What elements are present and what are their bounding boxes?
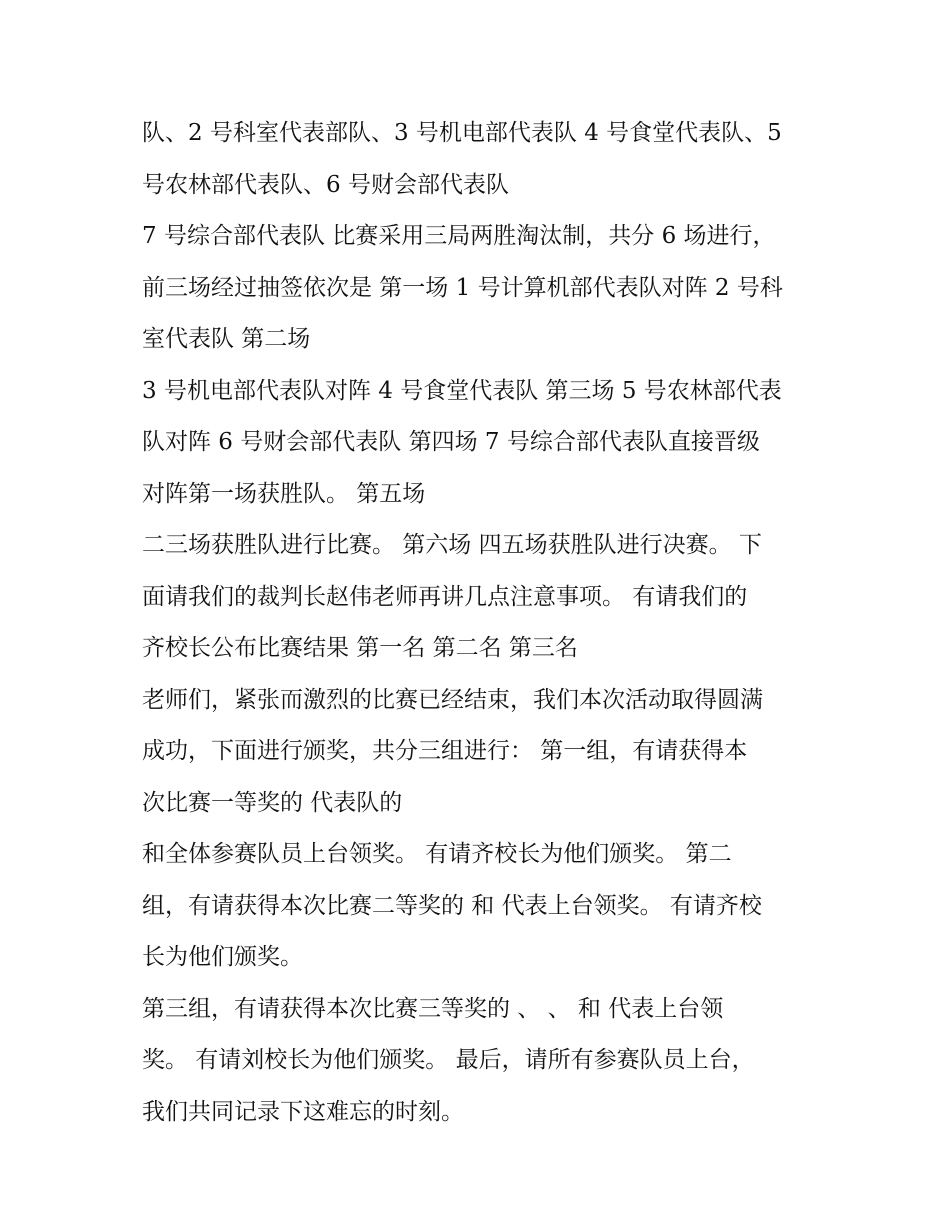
text-line: 面请我们的裁判长赵伟老师再讲几点注意事项。 有请我们的 [142,583,748,610]
text-line: 齐校长公布比赛结果 第一名 第二名 第三名 [142,635,578,661]
text-line: 前三场经过抽签依次是 第一场 1 号计算机部代表队对阵 2 号科 [142,274,783,301]
text-line: 二三场获胜队进行比赛。 第六场 四五场获胜队进行决赛。 下 [142,532,762,558]
text-line: 成功，下面进行颁奖，共分三组进行： 第一组，有请获得本 [142,738,748,764]
text-line: 长为他们颁奖。 [142,944,303,970]
text-line: 号农林部代表队、6 号财会部代表队 [142,171,509,198]
body-text [142,108,822,1138]
text-line: 队对阵 6 号财会部代表队 第四场 7 号综合部代表队直接晋级 [142,429,760,455]
text-line: 奖。 有请刘校长为他们颁奖。 最后，请所有参赛队员上台， [142,1047,755,1073]
text-line: 室代表队 第二场 [142,326,311,352]
text-line: 对阵第一场获胜队。 第五场 [142,480,426,507]
text-line: 第三组，有请获得本次比赛三等奖的 、 、 和 代表上台领 [142,995,724,1022]
text-line: 7 号综合部代表队 比赛采用三局两胜淘汰制，共分 6 场进行， [142,223,776,249]
text-line: 我们共同记录下这难忘的时刻。 [142,1098,464,1125]
text-line: 老师们，紧张而激烈的比赛已经结束，我们本次活动取得圆满 [142,686,763,713]
text-line: 和全体参赛队员上台领奖。 有请齐校长为他们颁奖。 第二 [142,841,732,867]
text-line: 队、2 号科室代表部队、3 号机电部代表队 4 号食堂代表队、5 [142,120,782,146]
text-line: 组，有请获得本次比赛二等奖的 和 代表上台领奖。 有请齐校 [142,892,762,919]
text-line: 3 号机电部代表队对阵 4 号食堂代表队 第三场 5 号农林部代表 [142,377,782,404]
text-line: 次比赛一等奖的 代表队的 [142,789,403,816]
